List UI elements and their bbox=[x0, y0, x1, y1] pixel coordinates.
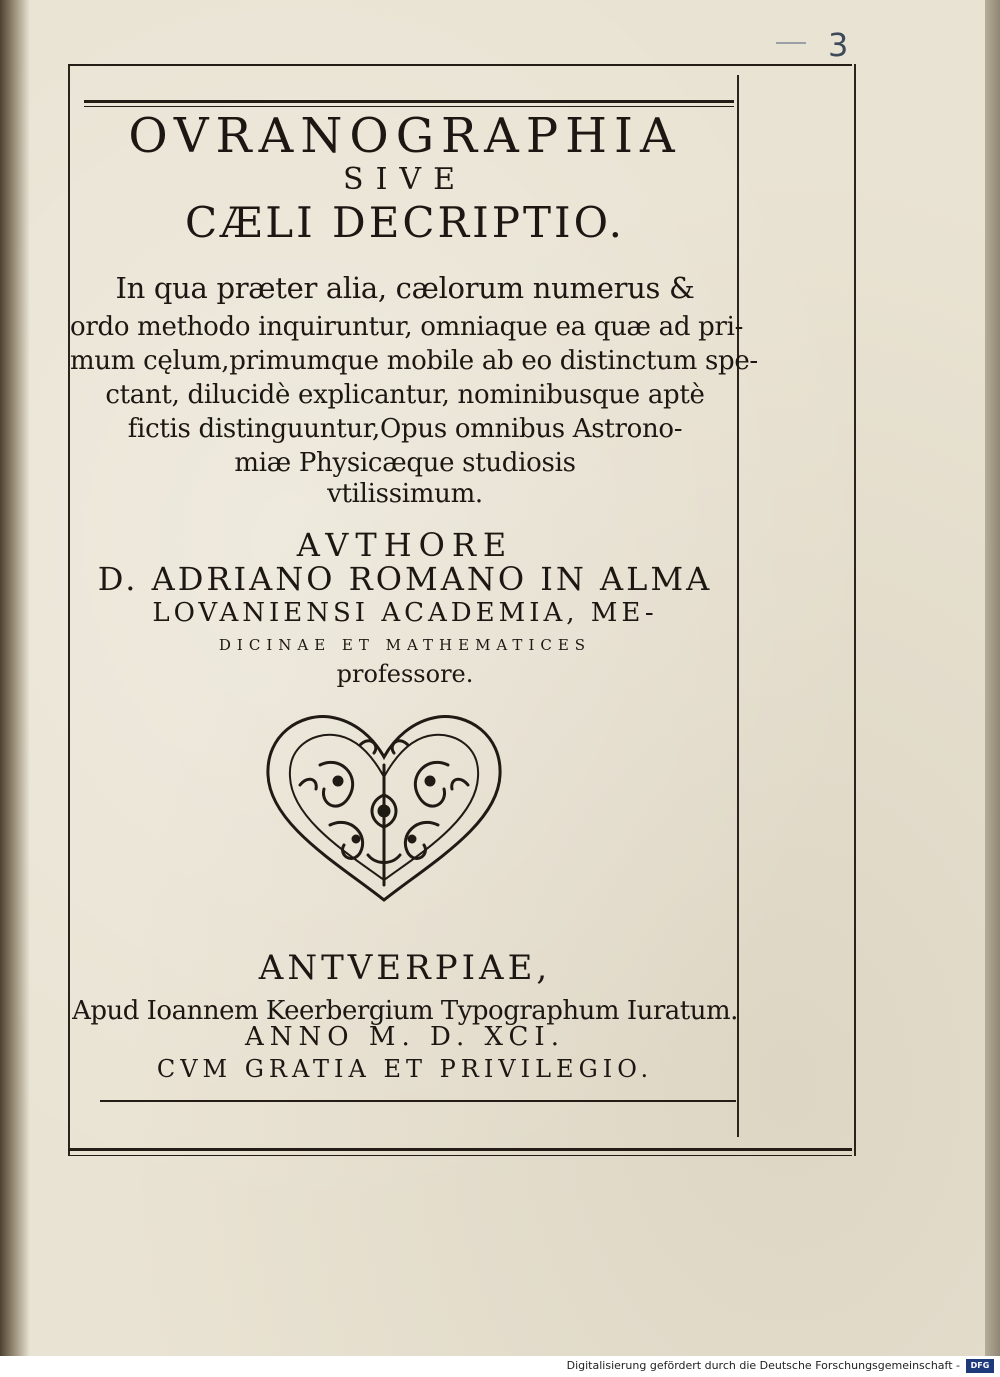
imprint-rule bbox=[100, 1100, 736, 1102]
book-title: OVRANOGRAPHIA bbox=[128, 108, 682, 164]
author-line: LOVANIENSI ACADEMIA, ME- bbox=[152, 598, 658, 628]
bottom-border-rule-thin bbox=[68, 1155, 852, 1156]
author-line: professore. bbox=[336, 660, 474, 688]
description-line: vtilissimum. bbox=[327, 479, 483, 509]
bottom-border-rule bbox=[68, 1148, 852, 1151]
author-label: AVTHORE bbox=[296, 526, 514, 564]
spine-shadow bbox=[0, 0, 30, 1356]
digitization-footer bbox=[0, 1356, 1000, 1377]
footer-credit: Digitalisierung gefördert durch die Deutsche Forschungsgemeinschaft - bbox=[566, 1359, 960, 1372]
imprint-privilege: CVM GRATIA ET PRIVILEGIO. bbox=[156, 1055, 654, 1083]
book-subtitle: CÆLI DECRIPTIO. bbox=[185, 198, 625, 247]
imprint-printer: Apud Ioannem Keerbergium Typographum Iuratum. bbox=[72, 996, 738, 1026]
title-connector: SIVE bbox=[343, 162, 467, 197]
description-line: ctant, dilucidè explicantur, nominibusque aptè bbox=[105, 380, 705, 410]
imprint-year: ANNO M. D. XCI. bbox=[245, 1022, 565, 1052]
imprint-city: ANTVERPIAE, bbox=[258, 948, 552, 988]
page-edge bbox=[985, 0, 1000, 1356]
author-line: DICINAE ET MATHEMATICES bbox=[218, 636, 592, 654]
description-line: ordo methodo inquiruntur, omniaque ea quæ ad pri- bbox=[70, 312, 744, 342]
top-border-rule bbox=[68, 64, 852, 66]
dfg-logo: DFG bbox=[966, 1359, 994, 1373]
page-number: 3 bbox=[828, 26, 849, 64]
printers-ornament bbox=[260, 705, 508, 905]
title-rule bbox=[84, 100, 734, 103]
description-line: miæ Physicæque studiosis bbox=[234, 448, 576, 478]
description-line: mum cęlum,primumque mobile ab eo distinctum spe- bbox=[70, 346, 758, 376]
author-line: D. ADRIANO ROMANO IN ALMA bbox=[97, 560, 713, 598]
description-line: fictis distinguuntur,Opus omnibus Astrono- bbox=[127, 414, 683, 444]
title-rule-thin bbox=[84, 106, 734, 107]
pencil-mark bbox=[776, 42, 806, 44]
description-line: In qua præter alia, cælorum numerus & bbox=[115, 271, 695, 305]
